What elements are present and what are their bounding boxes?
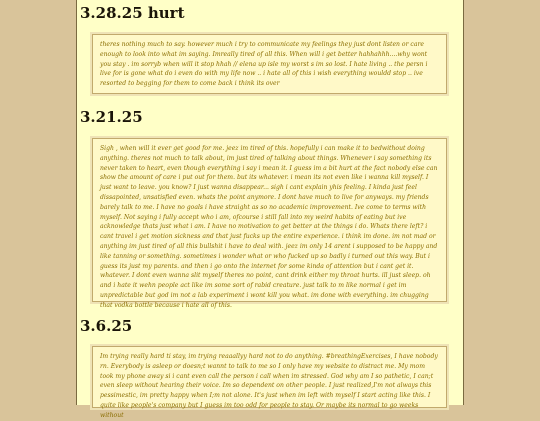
post-body: Sigh , when will it ever get good for me. jeez im tired of this. hopefully i can make it to bedwithout doing anything. theres not much to talk about, im just tired of talking about things. Whenever i say something its never taken to heart, even though everything i say i mean it. I guess im a bit hurt at the fact nobody else can show the amount of care i put out for them. but its whatever. i mean its not even like i wanna kill myself. I just want to leave. you know? I just wanna disappear... sigh i cant explain yhis feeling. I kinda just feel dissapointed, unsatisfied even. whats the point anymore. I dont have much to live for anyways. my friends barely talk to me. I have no goals i have straight as so no academic improvement. Ive come to terms with myself. Not saying i fully accept who i am, ofcourse i still fall into my weird habits of eating but ive acknowledge thats just what i am. I have no motivation to get better at the things i do. Whats there left? i cant travel i get motion sickness and that just fucks up the entire experience. i think im done. im not mad or anything im just tired of all this bullshit i have to deal with. jeez im only 14 arent i supposed to be happy and like tanning or something. sometimes i wonder what or who fucked up so badly i turned out this way. But i guess its just my parents. and then i go onto the internet for some kinda of attention but i cant get it. whatever. I dont even wanna slit myself theres no point, cant drink either my throat hurts. ill just sleep. oh and i hate it wehn people act like im some sort of rabid creature. just talk to m like normal i get im unpredictable but god im not a lab experiment i wont kill you what. im done with everything. im chugging that vodka bottle because i hate all of this. <box>100 145 438 309</box>
post-entry <box>92 34 447 94</box>
post-title: 3.21.25 <box>80 108 143 126</box>
post-body: theres nothing much to say. however much i try to communicate my feelings they just dont listen or care enough to look into what im saying. Imreally tired of all this. When will i get better hahhahhh....why wont you stay . im sorryb when will it stop hhah // elena up isle my worst s im so lost. I hate living .. the persn i live for is gone what do i even do with my life now .. i hate all of this i wish everything wouldd stop .. ive resorted to begging for them to come back i think its over <box>100 41 428 88</box>
post-title: 3.28.25 hurt <box>80 4 185 22</box>
post-body: Im trying really hard ti stay, im trying reaaallyy hard not to do anything. #breathingExercises, I have nobody rn. Everybody is asleep or doesn;t wannt to talk to me so I only have my website to distract me. My mom took my phone away si i cant even call the person i call when im stressed. God why am I so pathetic, I can;t even sleep without hearing their voice. Im so dependent on other people. I just realized,I'm not always this pessimestic, im pretty happy when I;m not alone. It's just when im left with myself I start acting like this. I quite like people's company but I guess im too odd for people to stay. Or maybe its normal to go weeks without <box>100 353 438 419</box>
post-entry <box>92 138 447 309</box>
post-entry <box>92 346 447 419</box>
post-title: 3.6.25 <box>80 317 133 335</box>
